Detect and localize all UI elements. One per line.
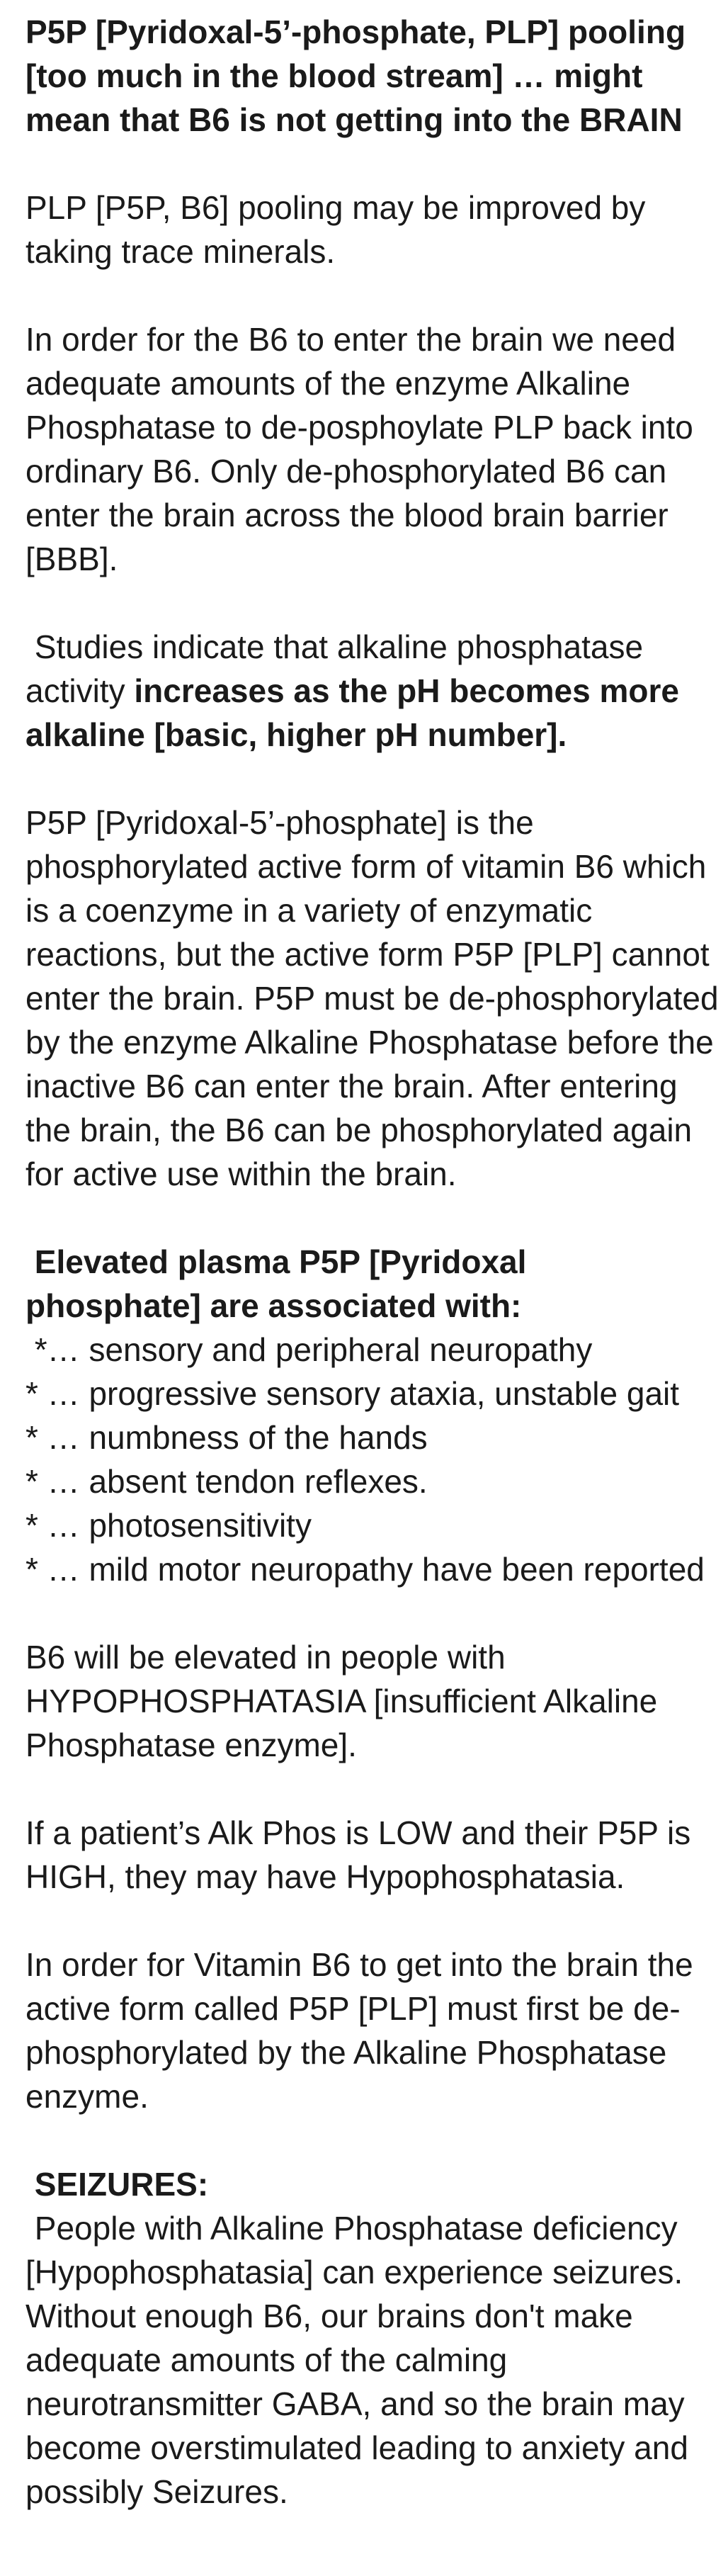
list-item: * … progressive sensory ataxia, unstable gait: [25, 1375, 680, 1412]
list-item: * … photosensitivity: [25, 1507, 312, 1544]
list-item: * … absent tendon reflexes.: [25, 1463, 428, 1500]
ph-activity-bold: increases as the pH becomes more alkaline [basic, higher pH number].: [25, 672, 679, 753]
elevated-p5p-list: [25, 1328, 728, 1591]
paragraph-ph-activity: [25, 625, 705, 757]
paragraph-trace-minerals: PLP [P5P, B6] pooling may be improved by taking trace minerals.: [25, 189, 646, 270]
paragraph-b6-brain: In order for Vitamin B6 to get into the brain the active form called P5P [PLP] must first be de-phosphorylated by the Alkaline Phosphatase enzyme.: [25, 1946, 693, 2115]
paragraph-alkaline-phosphatase: In order for the B6 to enter the brain we need adequate amounts of the enzyme Alkaline Phosphatase to de-posphoylate PLP back into ordinary B6. Only de-phosphorylated B6 can enter the brain across the blood brain barrier [BBB].: [25, 321, 693, 577]
paragraph-p5p-description: P5P [Pyridoxal-5’-phosphate] is the phosphorylated active form of vitamin B6 which is a coenzyme in a variety of enzymatic reactions, but the active form P5P [PLP] cannot enter the brain. P5P must be de-phosphorylated by the enzyme Alkaline Phosphatase before the inactive B6 can enter the brain. After entering the brain, the B6 can be phosphorylated again for active use within the brain.: [25, 804, 719, 1192]
list-item: *… sensory and peripheral neuropathy: [25, 1331, 593, 1368]
paragraph-hypophosphatasia: B6 will be elevated in people with HYPOPHOSPHATASIA [insufficient Alkaline Phosphatase enzyme].: [25, 1639, 658, 1763]
paragraph-seizures: People with Alkaline Phosphatase deficiency [Hypophosphatasia] can experience seizures. Without enough B6, our brains don't make adequate amounts of the calming neurotransmitter GABA, and so the brain may become overstimulated leading to anxiety and possibly Seizures.: [25, 2210, 698, 2510]
seizures-heading: SEIZURES:: [25, 2166, 209, 2203]
paragraph-alk-phos-low: If a patient’s Alk Phos is LOW and their P5P is HIGH, they may have Hypophosphatasia.: [25, 1814, 691, 1895]
list-item: * … mild motor neuropathy have been reported: [25, 1551, 705, 1588]
page-heading: P5P [Pyridoxal-5’-phosphate, PLP] pooling [too much in the blood stream] … might mean that B6 is not getting into the BRAIN: [25, 13, 686, 138]
ph-activity-text: Studies indicate that alkaline phosphatase activity: [25, 628, 652, 709]
elevated-p5p-heading: Elevated plasma P5P [Pyridoxal phosphate] are associated with:: [25, 1243, 536, 1324]
list-item: * … numbness of the hands: [25, 1419, 428, 1456]
article-body: [25, 10, 728, 2558]
